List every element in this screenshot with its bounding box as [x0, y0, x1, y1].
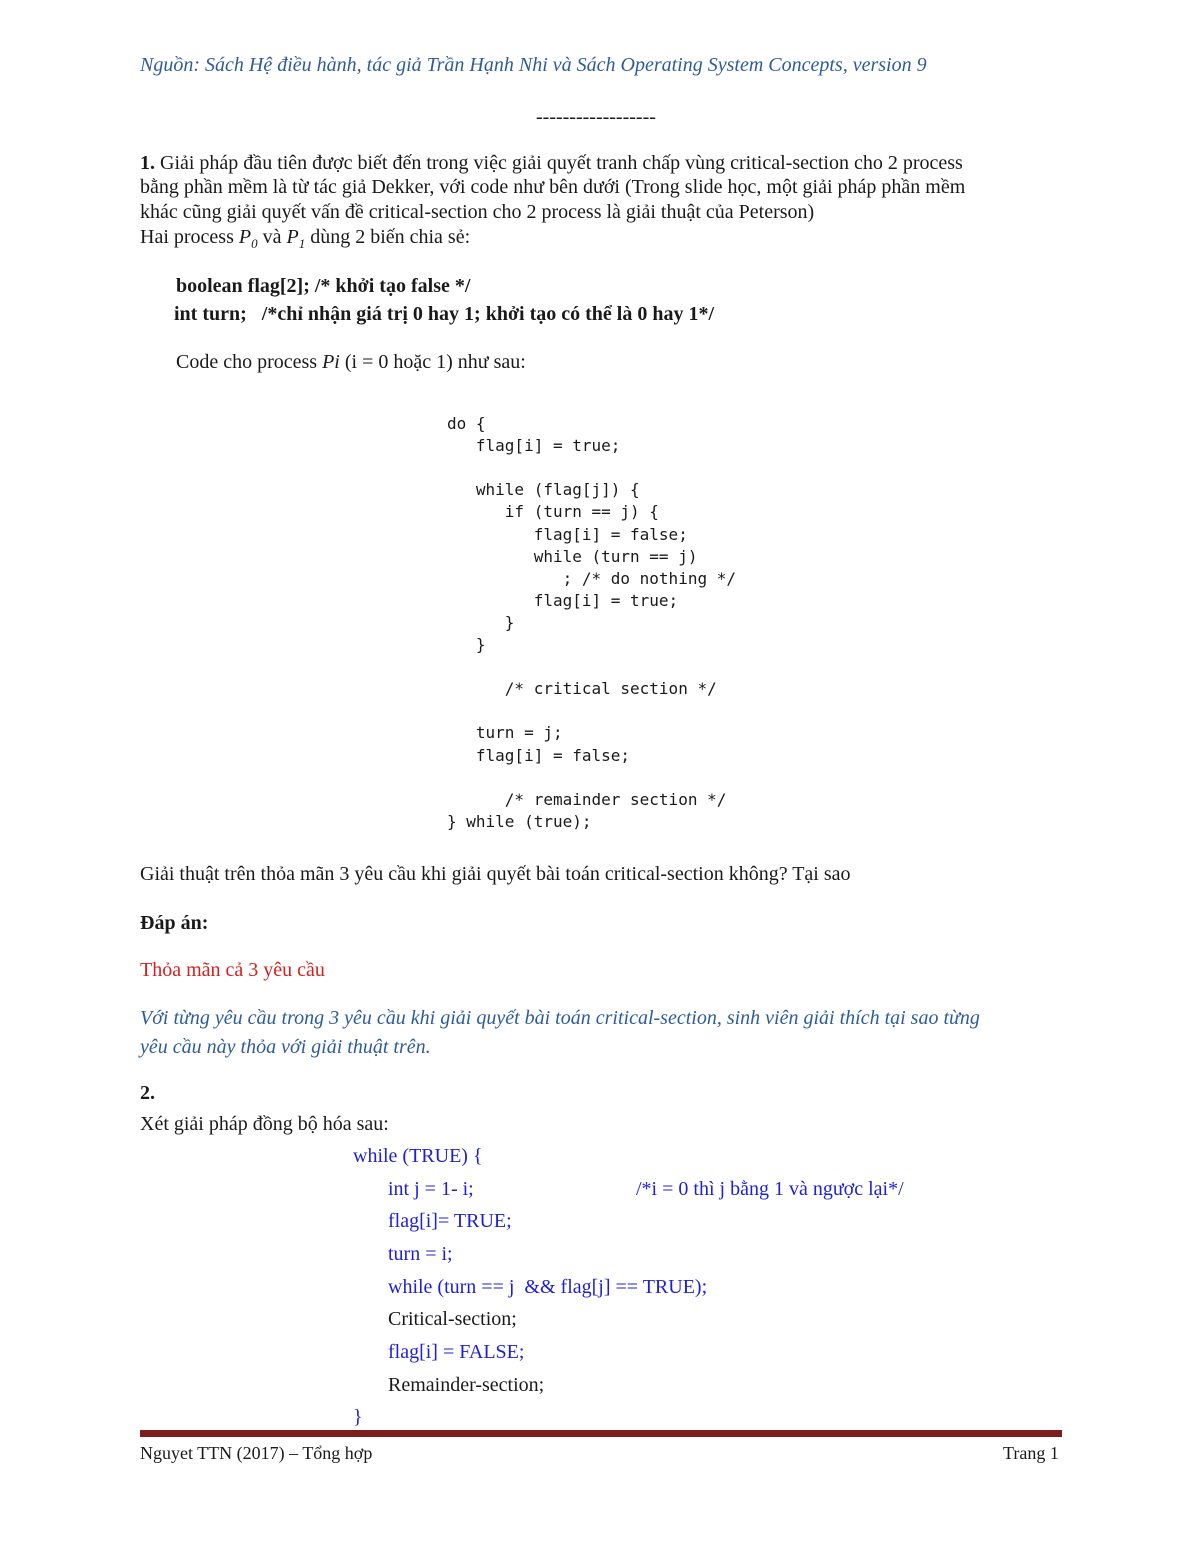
dekker-code-line: flag[i] = false; — [447, 524, 688, 544]
question-1-text: Giải pháp đầu tiên được biết đến trong việc giải quyết tranh chấp vùng critical-section cho 2 process — [155, 152, 963, 174]
dekker-code-line: while (flag[j]) { — [447, 480, 640, 500]
dekker-code-line: flag[i] = true; — [447, 590, 679, 610]
q2-code-line: Remainder-section; — [388, 1374, 545, 1396]
source-citation: Nguồn: Sách Hệ điều hành, tác giả Trần Hạnh Nhi và Sách Operating System Concepts, version 9 — [140, 54, 927, 76]
dekker-code-line: flag[i] = true; — [447, 436, 621, 456]
dekker-code-line: /* critical section */ — [447, 679, 717, 699]
question-2-number: 2. — [140, 1082, 155, 1104]
separator: ------------------ — [536, 106, 656, 128]
dekker-code-line: } while (true); — [447, 811, 592, 831]
declaration-flag: boolean flag[2]; /* khởi tạo false */ — [176, 275, 471, 297]
dekker-code-line: ; /* do nothing */ — [447, 568, 736, 588]
question-1-line-1 — [140, 152, 963, 175]
answer-text: Thỏa mãn cả 3 yêu cầu — [140, 959, 325, 981]
dekker-code-line: } — [447, 612, 515, 632]
question-1-line-2: bằng phần mềm là từ tác giả Dekker, với code như bên dưới (Trong slide học, một giải pháp phần mềm — [140, 176, 966, 198]
dekker-code-line: do { — [447, 414, 486, 433]
footer-page-number: Trang 1 — [1003, 1443, 1059, 1463]
answer-label: Đáp án: — [140, 912, 209, 934]
code-intro: Code cho process Pi (i = 0 hoặc 1) như sau: — [176, 351, 526, 373]
q2-code-line: int j = 1- i; — [388, 1178, 474, 1200]
q2-code-line: Critical-section; — [388, 1308, 517, 1330]
dekker-code-line: if (turn == j) { — [447, 502, 659, 522]
q2-code-line: turn = i; — [388, 1243, 453, 1265]
dekker-code-line: turn = j; — [447, 723, 563, 743]
question-1-prompt: Giải thuật trên thỏa mãn 3 yêu cầu khi giải quyết bài toán critical-section không? Tại sao — [140, 863, 851, 885]
footer-author: Nguyet TTN (2017) – Tổng hợp — [140, 1443, 373, 1463]
dekker-code-line: /* remainder section */ — [447, 789, 727, 809]
q2-code-comment: /*i = 0 thì j bằng 1 và ngược lại*/ — [636, 1178, 904, 1200]
q2-code-line: flag[i]= TRUE; — [388, 1210, 512, 1232]
q2-code-line: flag[i] = FALSE; — [388, 1341, 525, 1363]
question-2-intro: Xét giải pháp đồng bộ hóa sau: — [140, 1113, 389, 1135]
answer-note-line-2: yêu cầu này thỏa với giải thuật trên. — [140, 1036, 431, 1058]
answer-note-line-1: Với từng yêu cầu trong 3 yêu cầu khi giải quyết bài toán critical-section, sinh viên giải thích tại sao từng — [140, 1007, 980, 1029]
question-1-number: 1. — [140, 152, 155, 174]
dekker-code-line: while (turn == j) — [447, 546, 698, 566]
dekker-code-line: } — [447, 635, 486, 654]
q2-code-line: while (turn == j && flag[j] == TRUE); — [388, 1276, 708, 1298]
dekker-code-line: flag[i] = false; — [447, 745, 631, 765]
shared-variables-intro: Hai process $P_0$ và $P_1$ dùng 2 biến chia sẻ: — [140, 226, 471, 251]
q2-code-line: while (TRUE) { — [353, 1145, 483, 1167]
q2-code-line: } — [353, 1406, 363, 1428]
declaration-turn: int turn; /*chỉ nhận giá trị 0 hay 1; khởi tạo có thể là 0 hay 1*/ — [174, 303, 715, 325]
question-1-line-3: khác cũng giải quyết vấn đề critical-section cho 2 process là giải thuật của Peterson) — [140, 201, 815, 223]
footer-rule — [140, 1430, 1062, 1437]
